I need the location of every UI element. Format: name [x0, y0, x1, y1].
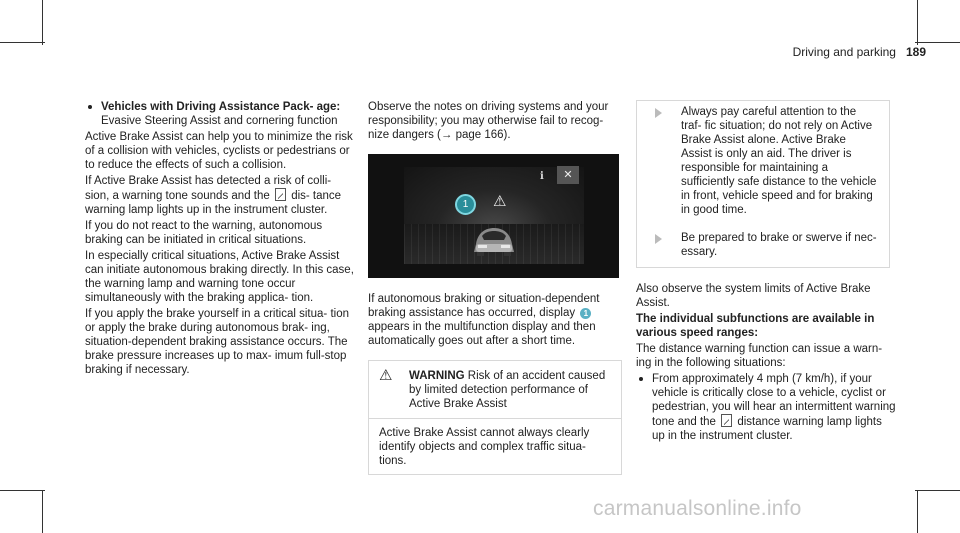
warning-label: WARNING	[409, 370, 465, 382]
warning-triangle-icon: ⚠	[493, 192, 507, 210]
crop-mark	[0, 490, 45, 491]
paragraph	[85, 174, 355, 217]
bullet-icon	[88, 105, 92, 109]
crop-mark	[0, 42, 45, 43]
distance-warning-icon	[721, 414, 732, 427]
paragraph: If you apply the brake yourself in a critical situa‐ tion or apply the brake during autonomous brak‐ ing, situation-dependent braking assistance occurs. The brake pressure increases up to max‐ imum full-stop braking if necessary.	[85, 308, 349, 376]
warning-box	[368, 360, 622, 475]
crop-mark	[42, 490, 43, 533]
car-rear-icon	[468, 222, 520, 262]
paragraph: Observe the notes on driving systems and your responsibility; you may otherwise fail to recog‐ nize dangers (→ page 166).	[368, 101, 609, 141]
paragraph: Also observe the system limits of Active Brake Assist.	[636, 283, 871, 309]
info-icon: i	[540, 171, 544, 182]
bullet-text: Evasive Steering Assist and cornering function	[101, 115, 338, 127]
crop-mark	[42, 0, 43, 45]
note-text: Always pay careful attention to the traf‐ fic situation; do not rely on Active Brake Assist alone. Active Brake Assist is only an aid. The driver is responsible for maintaining a sufficiently safe distance to the vehicle in front, vehicle speed and for braking in good time.	[681, 106, 877, 216]
multifunction-display-image	[368, 154, 619, 278]
note-text: Be prepared to brake or swerve if nec‐ essary.	[681, 232, 877, 258]
note-item	[647, 231, 879, 259]
callout-badge: 1	[580, 308, 591, 319]
bullet-title: Vehicles with Driving Assistance Pack‐ age:	[101, 101, 341, 113]
bullet-text: distance warning lamp lights up in the instrument cluster.	[652, 416, 882, 442]
paragraph-text: appears in the multifunction display and then automatically goes out after a short time.	[368, 321, 596, 347]
page-header	[793, 45, 926, 59]
crop-mark	[915, 490, 960, 491]
column-3	[636, 100, 896, 445]
paragraph: If you do not react to the warning, autonomous braking can be initiated in critical situations.	[85, 220, 323, 246]
warning-body: Active Brake Assist cannot always clearly identify objects and complex traffic situa‐ tions.	[379, 427, 590, 467]
column-2	[368, 100, 620, 475]
crop-mark	[915, 42, 960, 43]
paragraph-text: dis‐ tance warning lamp lights up in the instrument cluster.	[85, 190, 342, 216]
column-1	[85, 100, 355, 379]
paragraph: In especially critical situations, Active Brake Assist can initiate autonomous braking directly. In this case, the warning lamp and warning tone occur simultaneously with the braking applica‐ tion.	[85, 250, 354, 304]
callout-badge: 1	[455, 194, 476, 215]
paragraph-text: If Active Brake Assist has detected a risk of colli‐ sion, a warning tone sounds and the	[85, 175, 332, 202]
note-box	[636, 100, 890, 268]
note-item	[647, 105, 879, 217]
section-title: Driving and parking	[792, 45, 896, 59]
list-item	[636, 372, 896, 443]
paragraph	[368, 292, 620, 348]
paragraph: The distance warning function can issue a warn‐ ing in the following situations:	[636, 343, 883, 369]
warning-title: Risk of an accident caused by limited detection performance of Active Brake Assist	[409, 370, 606, 410]
bullet-icon	[639, 377, 643, 381]
crop-mark	[917, 0, 918, 45]
subheading-text: The individual subfunctions are available in various speed ranges:	[636, 313, 875, 339]
watermark: carmanualsonline.info	[593, 497, 802, 520]
subheading	[636, 312, 896, 340]
bullet-text: From approximately 4 mph (7 km/h), if your vehicle is critically close to a vehicle, cyclist or pedestrian, you will hear an intermittent warning tone and the	[652, 373, 896, 428]
list-item	[85, 100, 355, 128]
arrow-right-icon	[655, 234, 662, 244]
crop-mark	[917, 490, 918, 533]
arrow-right-icon	[655, 108, 662, 118]
distance-warning-icon	[275, 188, 286, 201]
paragraph-text: If autonomous braking or situation-dependent braking assistance has occurred, display	[368, 293, 600, 319]
close-icon: ✕	[557, 166, 579, 184]
paragraph: Active Brake Assist can help you to minimize the risk of a collision with vehicles, cyclists or pedestrians or to reduce the effects of such a collision.	[85, 131, 353, 171]
warning-heading	[369, 361, 621, 419]
warning-triangle-icon: ⚠	[379, 367, 393, 384]
page-number: 189	[905, 45, 926, 59]
